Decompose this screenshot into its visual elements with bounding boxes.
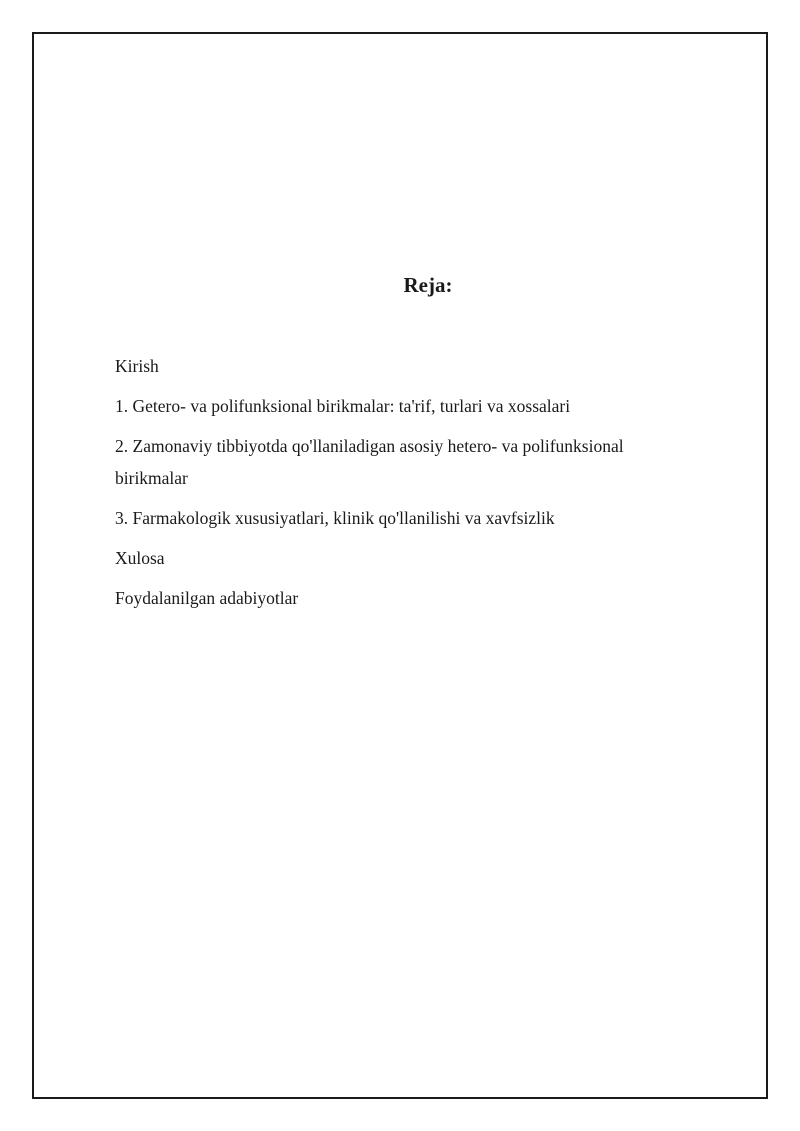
page-title: Reja:: [403, 273, 453, 297]
toc-item-references: Foydalanilgan adabiyotlar: [115, 588, 299, 608]
toc-item-2: 2. Zamonaviy tibbiyotda qo'llaniladigan asosiy hetero- va polifunksional birikmalar: [115, 436, 624, 488]
toc-item-conclusion: Xulosa: [115, 548, 165, 568]
toc-item-1: 1. Getero- va polifunksional birikmalar: ta'rif, turlari va xossalari: [115, 396, 571, 416]
toc-item-3: 3. Farmakologik xususiyatlari, klinik qo'llanilishi va xavfsizlik: [115, 508, 555, 528]
toc-item-intro: Kirish: [115, 356, 159, 376]
table-of-contents: [115, 350, 695, 622]
